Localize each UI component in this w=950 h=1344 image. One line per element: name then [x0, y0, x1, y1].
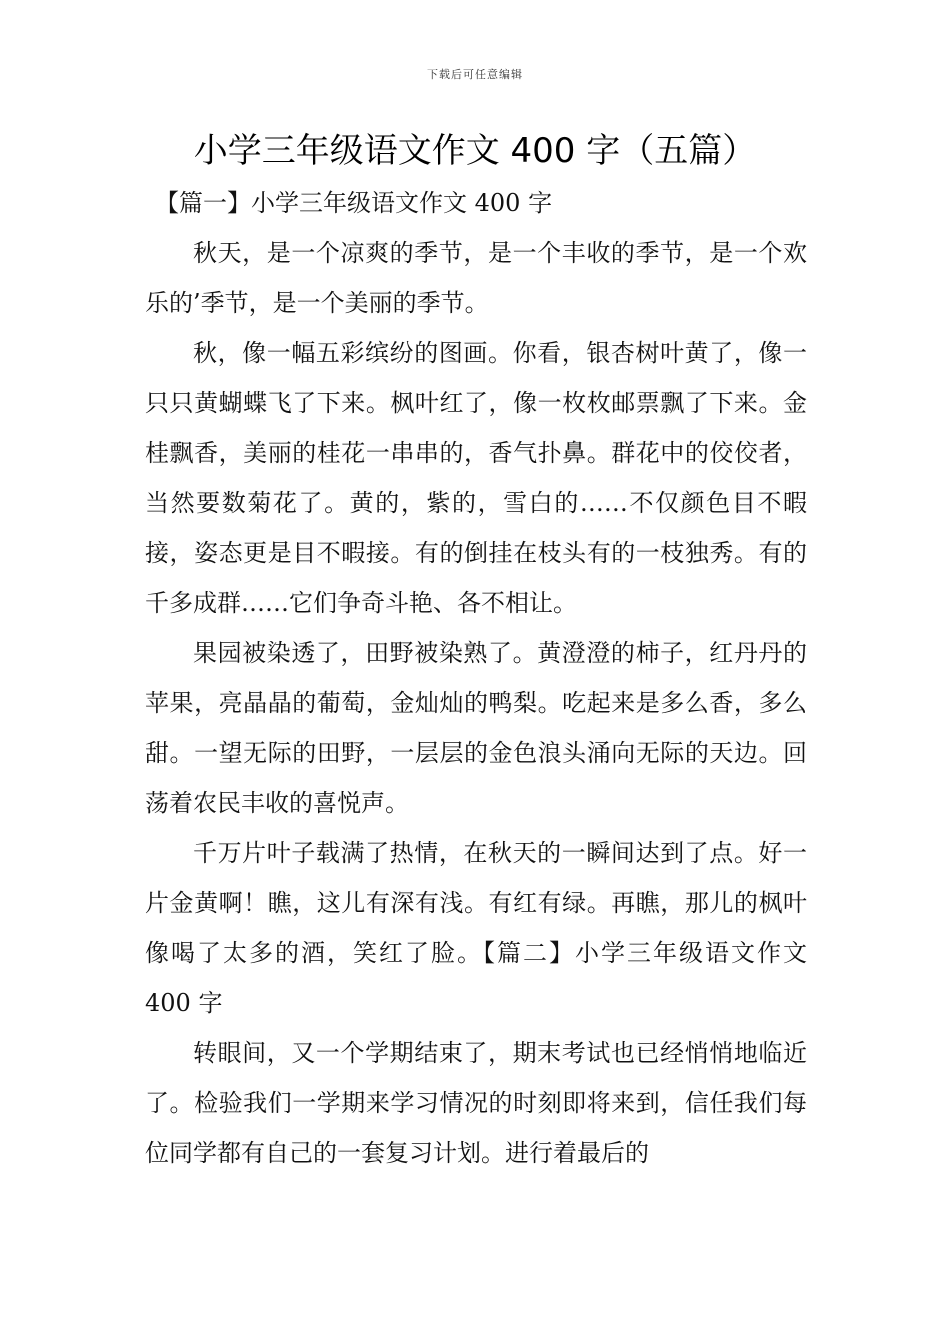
paragraph-3: 果园被染透了，田野被染熟了。黄澄澄的柿子，红丹丹的苹果，亮晶晶的葡萄，金灿灿的鸭梨。吃起来是多么香，多么甜。一望无际的田野，一层层的金色浪头涌向无际的天边。回荡着农民丰收的喜悦声。	[145, 639, 807, 817]
document-title: 小学三年级语文作文 400 字（五篇）	[193, 131, 757, 171]
paragraph-2: 秋，像一幅五彩缤纷的图画。你看，银杏树叶黄了，像一只只黄蝴蝶飞了下来。枫叶红了，像一枚枚邮票飘了下来。金桂飘香，美丽的桂花一串串的，香气扑鼻。群花中的佼佼者，当然要数菊花了。黄的，紫的，雪白的……不仅颜色目不暇接，姿态更是目不暇接。有的倒挂在枝头有的一枝独秀。有的千多成群……它们争奇斗艳、各不相让。	[145, 339, 807, 617]
paragraph-5: 转眼间，又一个学期结束了，期末考试也已经悄悄地临近了。检验我们一学期来学习情况的时刻即将来到，信任我们每位同学都有自己的一套复习计划。进行着最后的	[145, 1039, 807, 1167]
paragraph-4: 千万片叶子载满了热情，在秋天的一瞬间达到了点。好一片金黄啊！瞧，这儿有深有浅。有红有绿。再瞧，那儿的枫叶像喝了太多的酒，笑红了脸。【篇二】小学三年级语文作文 400 字	[145, 839, 807, 1017]
document-body	[145, 178, 807, 1178]
header-note: 下载后可任意编辑	[427, 68, 523, 81]
section-heading-one: 【篇一】小学三年级语文作文 400 字	[155, 189, 553, 217]
paragraph-1: 秋天，是一个凉爽的季节，是一个丰收的季节，是一个欢乐的’季节，是一个美丽的季节。	[145, 239, 807, 317]
